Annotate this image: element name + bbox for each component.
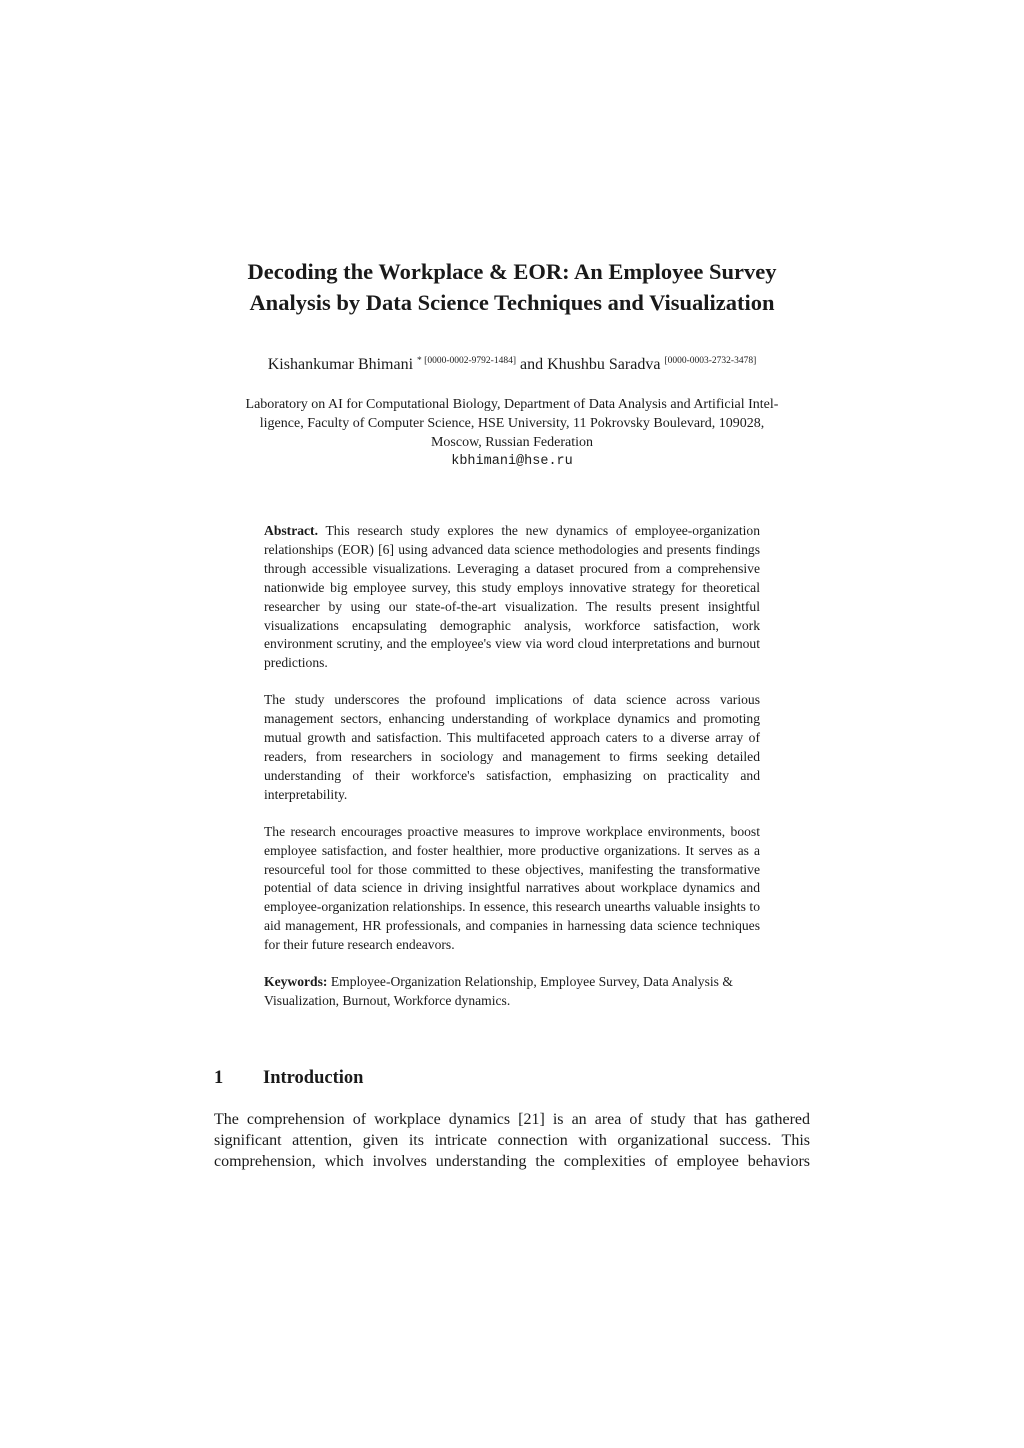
introduction-paragraph: The comprehension of workplace dynamics [21] is an area of study that has gathered significant attention, given its intricate connection with organizational success. This comprehension, which involves understanding the complexities of employee behaviors	[214, 1111, 810, 1170]
abstract-paragraph-3: The research encourages proactive measures to improve workplace environments, boost employee satisfaction, and foster healthier, more productive organizations. It serves as a resourceful tool for those committed to these objectives, manifesting the transformative potential of data science in driving insightful narratives about workplace dynamics and employee-organization relationships. In essence, this research unearths valuable insights to aid management, HR professionals, and companies in harnessing data science techniques for their future research endeavors.	[264, 823, 760, 953]
keywords-paragraph	[264, 973, 760, 1011]
abstract-paragraph-1	[264, 522, 760, 673]
affiliation-line-3: Moscow, Russian Federation	[430, 435, 594, 450]
section-number: 1	[214, 1068, 224, 1088]
paper-title	[150, 256, 874, 318]
author-2-orcid: [0000-0003-2732-3478]	[664, 356, 757, 366]
abstract-text-1: This research study explores the new dynamics of employee-organization relationships (EOR) [6] using advanced data science methodologies and presents findings through accessible visualizations. Leveraging a dataset procured from a comprehensive nationwide big employee survey, this study employs innovative strategy for theoretical researcher by using our state-of-the-art visualization. The results present insightful visualizations encapsulating demographic analysis, workforce satisfaction, work environment scrutiny, and the employee's view via word cloud interpretations and burnout predictions.	[264, 523, 760, 671]
abstract-paragraph-2: The study underscores the profound implications of data science across various management sectors, enhancing understanding of workplace dynamics and promoting mutual growth and satisfaction. This multifaceted approach caters to a diverse array of readers, from researchers in sociology and management to firms seeking detailed understanding of their workforce's satisfaction, emphasizing on practicality and interpretability.	[264, 692, 760, 802]
paper-title-line-1: Decoding the Workplace & EOR: An Employee Survey	[247, 259, 777, 284]
section-title: Introduction	[263, 1068, 364, 1088]
author-connector: and	[520, 356, 544, 373]
paper-title-line-2: Analysis by Data Science Techniques and Visualization	[249, 290, 775, 315]
affiliation-block	[200, 395, 824, 471]
author-2-name: Khushbu Saradva	[547, 356, 661, 373]
author-1-name: Kishankumar Bhimani	[267, 356, 414, 373]
author-email: kbhimani@hse.ru	[451, 454, 573, 469]
author-list	[150, 354, 874, 376]
author-1-orcid: * [0000-0002-9792-1484]	[417, 356, 516, 366]
section-heading-introduction	[214, 1066, 814, 1090]
abstract-block	[264, 522, 760, 1029]
keywords-text: Employee-Organization Relationship, Employee Survey, Data Analysis & Visualization, Burnout, Workforce dynamics.	[264, 974, 733, 1008]
keywords-label: Keywords:	[264, 974, 328, 990]
affiliation-line-2: ligence, Faculty of Computer Science, HSE University, 11 Pokrovsky Boulevard, 109028,	[259, 416, 765, 431]
affiliation-line-1: Laboratory on AI for Computational Biology, Department of Data Analysis and Artificial Intel-	[245, 397, 779, 412]
abstract-label: Abstract.	[264, 523, 318, 538]
